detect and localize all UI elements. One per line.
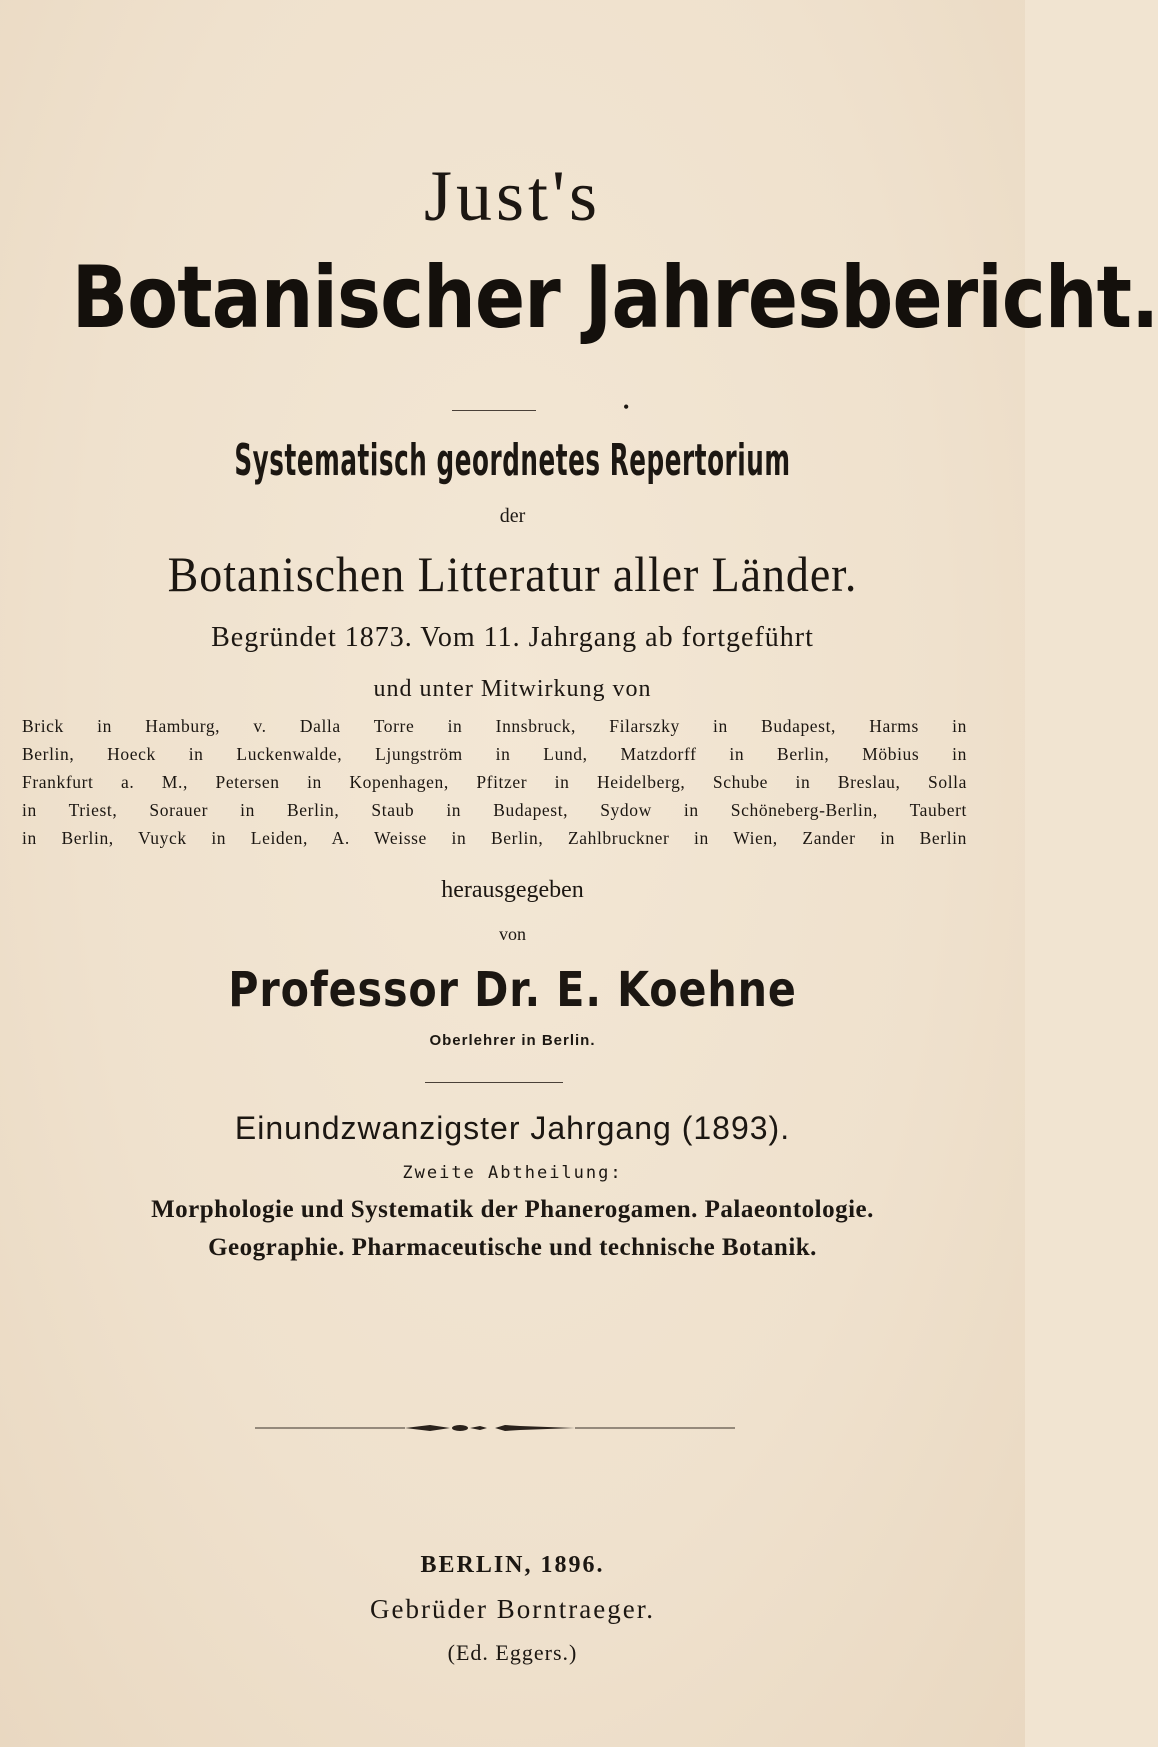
volume-line: Einundzwanzigster Jahrgang (1893). [234,1110,791,1146]
topics-line1: Morphologie und Systematik der Phanerogamen. Palaeontologie. [151,1196,874,1223]
published-by: herausgegeben [441,877,584,903]
author-line: Just's [423,156,602,236]
place-year: BERLIN, 1896. [420,1552,605,1578]
part-line: Zweite Abtheilung: [402,1163,623,1183]
contributors-line: Frankfurt a. M., Petersen in Kopenhagen, Pfitzer in Heidelberg, Schube in Breslau, Solla [22,772,967,792]
editor-rule [425,1082,563,1083]
contributors-line: Brick in Hamburg, v. Dalla Torre in Innsbruck, Filarszky in Budapest, Harms in [22,716,967,736]
von-line: von [499,924,526,944]
subtitle-line2: Botanischen Litteratur aller Länder. [167,546,858,602]
cooperation-line: und unter Mitwirkung von [373,676,652,702]
publisher-note: (Ed. Eggers.) [447,1640,578,1665]
contributors-line: in Triest, Sorauer in Berlin, Staub in Budapest, Sydow in Schöneberg-Berlin, Taubert [22,800,967,820]
editor-name: Professor Dr. E. Koehne [228,962,797,1018]
contributors-line: in Berlin, Vuyck in Leiden, A. Weisse in Berlin, Zahlbruckner in Wien, Zander in Berlin [22,828,967,848]
subtitle-line1: Systematisch geordnetes Repertorium [234,435,791,486]
founded-line: Begründet 1873. Vom 11. Jahrgang ab fortgeführt [211,622,814,653]
subtitle-der: der [499,505,526,527]
title-rule [452,410,536,411]
title-rule-dot: • [623,397,630,417]
topics-line2: Geographie. Pharmaceutische und technische Botanik. [208,1234,817,1261]
ornament-divider [255,1420,735,1436]
editor-title: Oberlehrer in Berlin. [429,1032,596,1049]
main-title: Botanischer Jahresbericht. [71,248,1158,348]
publisher: Gebrüder Borntraeger. [370,1594,655,1624]
contributors-line: Berlin, Hoeck in Luckenwalde, Ljungström in Lund, Matzdorff in Berlin, Möbius in [22,744,967,764]
contributors-list [22,712,967,852]
